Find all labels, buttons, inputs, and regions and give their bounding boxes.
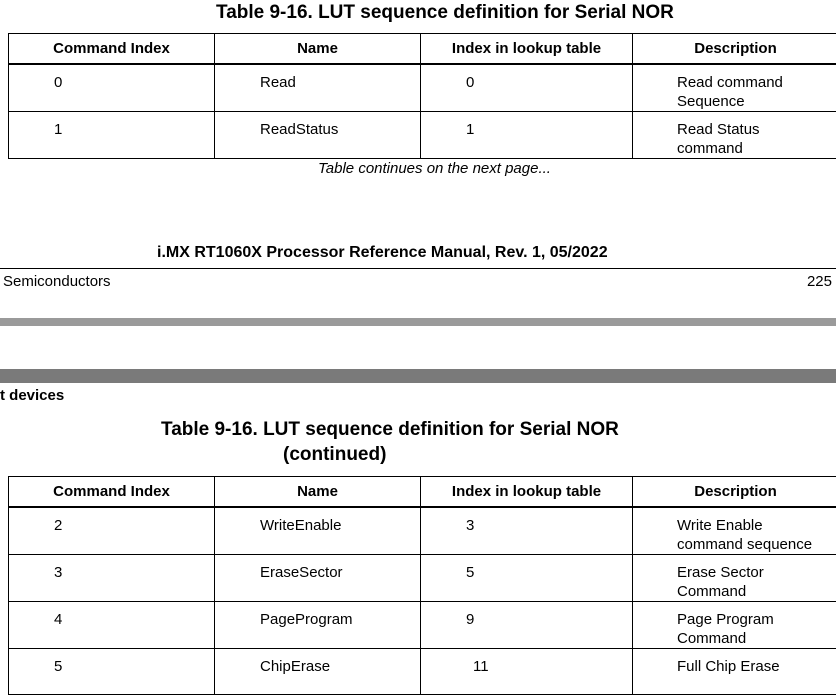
cell-index: 9	[421, 602, 632, 629]
cell-index: 3	[421, 508, 632, 535]
lut-table-page2	[8, 476, 836, 695]
cell-index: 11	[421, 649, 632, 676]
header-description: Description	[633, 34, 836, 65]
page-number: 225	[807, 273, 832, 290]
cell-description-line2: command	[677, 139, 836, 158]
cell-name: ReadStatus	[215, 112, 420, 139]
header-description: Description	[633, 477, 836, 508]
table-continues-note: Table continues on the next page...	[318, 160, 551, 177]
table-header-row	[9, 477, 836, 508]
header-command-index: Command Index	[9, 34, 215, 65]
cell-description-line1: Erase Sector	[677, 563, 836, 582]
table-title: Table 9-16. LUT sequence definition for Serial NOR	[216, 1, 674, 25]
header-index-in-lookup-table: Index in lookup table	[421, 34, 633, 65]
cell-command-index: 2	[9, 508, 214, 535]
lut-table-page1	[8, 33, 836, 159]
cell-description-line2: Sequence	[677, 92, 836, 111]
cell-index: 1	[421, 112, 632, 139]
cell-description-line1: Write Enable	[677, 516, 836, 535]
table-row	[9, 649, 836, 695]
running-section-header: t devices	[0, 387, 64, 404]
table-title-continued: Table 9-16. LUT sequence definition for Serial NOR	[161, 418, 619, 442]
cell-name: WriteEnable	[215, 508, 420, 535]
cell-name: PageProgram	[215, 602, 420, 629]
cell-command-index: 4	[9, 602, 214, 629]
table-header-row	[9, 34, 836, 65]
table-row	[9, 555, 836, 602]
cell-command-index: 3	[9, 555, 214, 582]
table-row	[9, 112, 836, 159]
page-separator-bottom	[0, 318, 836, 326]
table-row	[9, 64, 836, 112]
cell-description-line1: Page Program	[677, 610, 836, 629]
cell-description-line2: Command	[677, 582, 836, 601]
cell-name: EraseSector	[215, 555, 420, 582]
header-name: Name	[215, 477, 421, 508]
footer-rule	[0, 268, 836, 269]
header-name: Name	[215, 34, 421, 65]
cell-command-index: 5	[9, 649, 214, 676]
table-title-continued-suffix: (continued)	[283, 443, 386, 467]
page-separator-top	[0, 369, 836, 383]
footer-manual-title: i.MX RT1060X Processor Reference Manual, Rev. 1, 05/2022	[157, 244, 608, 262]
cell-description-line1: Full Chip Erase	[677, 657, 836, 676]
header-command-index: Command Index	[9, 477, 215, 508]
cell-name: Read	[215, 65, 420, 92]
footer-company: Semiconductors	[3, 273, 111, 290]
cell-name: ChipErase	[215, 649, 420, 676]
header-index-in-lookup-table: Index in lookup table	[421, 477, 633, 508]
cell-description-line1: Read command	[677, 73, 836, 92]
cell-index: 5	[421, 555, 632, 582]
table-row	[9, 602, 836, 649]
table-row	[9, 507, 836, 555]
cell-description-line2: command sequence	[677, 535, 836, 554]
cell-index: 0	[421, 65, 632, 92]
cell-description-line2: Command	[677, 629, 836, 648]
cell-command-index: 0	[9, 65, 214, 92]
cell-command-index: 1	[9, 112, 214, 139]
cell-description-line1: Read Status	[677, 120, 836, 139]
